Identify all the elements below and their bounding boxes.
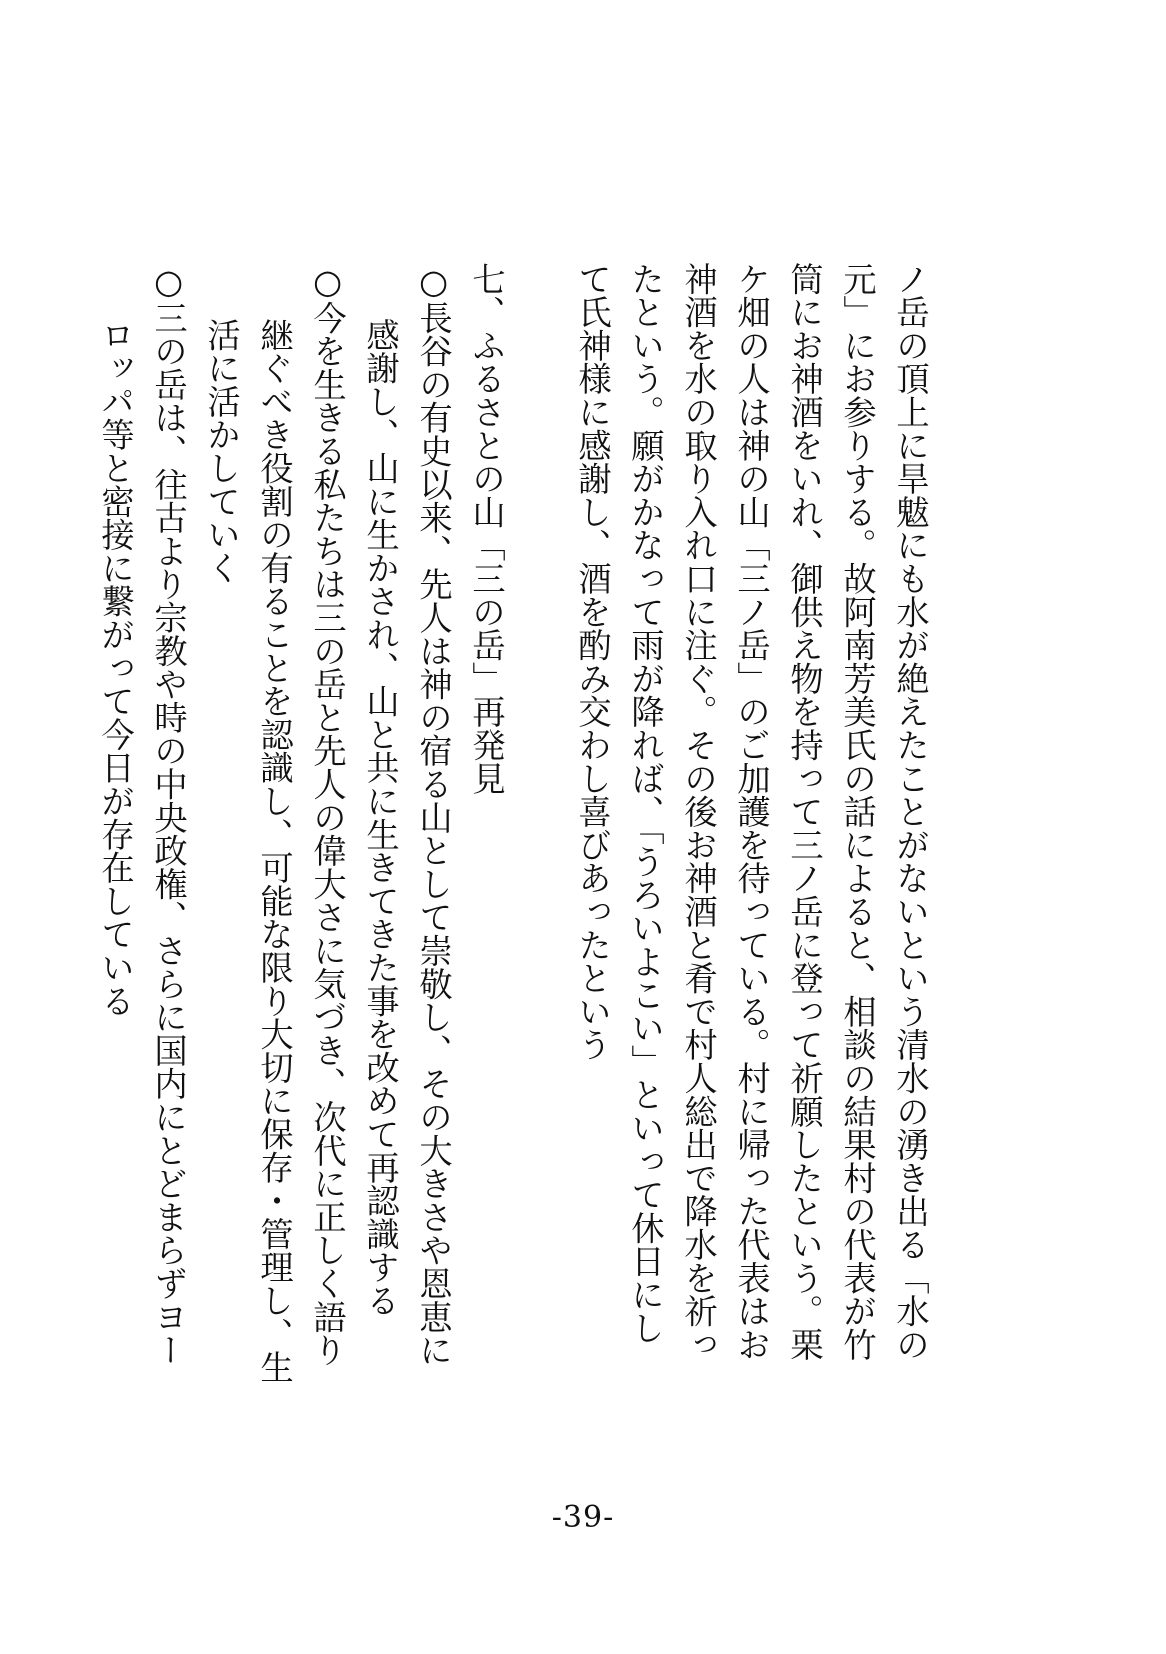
section-heading: 七、ふるさとの山「三の岳」再発見 [467,262,506,795]
bullet-continuation: 活に活かしていく [202,318,241,585]
text-column: 筒にお神酒をいれ、御供え物を持って三ノ岳に登って祈願したという。栗 [785,262,824,1361]
bullet-continuation: 継ぐべき役割の有ることを認識し、可能な限り大切に保存・管理し、生 [255,318,294,1384]
bullet-continuation: 感謝し、山に生かされ、山と共に生きてきた事を改めて再認識する [361,318,400,1317]
bullet-item: ○今を生きる私たちは三の岳と先人の偉大さに気づき、次代に正しく語り [308,262,347,1367]
text-column: 元」にお参りする。故阿南芳美氏の話によると、相談の結果村の代表が竹 [838,262,877,1361]
bullet-item: ○長谷の有史以来、先人は神の宿る山として崇敬し、その大きさや恩恵に [414,262,453,1367]
text-column: ケ畑の人は神の山「三ノ岳」のご加護を待っている。村に帰った代表はお [732,262,771,1361]
page-number: -39- [551,1500,615,1535]
bullet-item: ○三の岳は、往古より宗教や時の中央政権、さらに国内にとどまらずヨー [149,262,188,1367]
text-column: たという。願がかなって雨が降れば、「うろいよこい」といって休日にし [626,262,665,1345]
text-column: ノ岳の頂上に旱魃にも水が絶えたことがないという清水の湧き出る「水の [891,262,930,1361]
text-column: 神酒を水の取り入れ口に注ぐ。その後お神酒と肴で村人総出で降水を祈っ [679,262,718,1361]
text-column: て氏神様に感謝し、酒を酌み交わし喜びあったという [573,262,612,1062]
bullet-continuation: ロッパ等と密接に繋がって今日が存在している [96,318,135,1018]
